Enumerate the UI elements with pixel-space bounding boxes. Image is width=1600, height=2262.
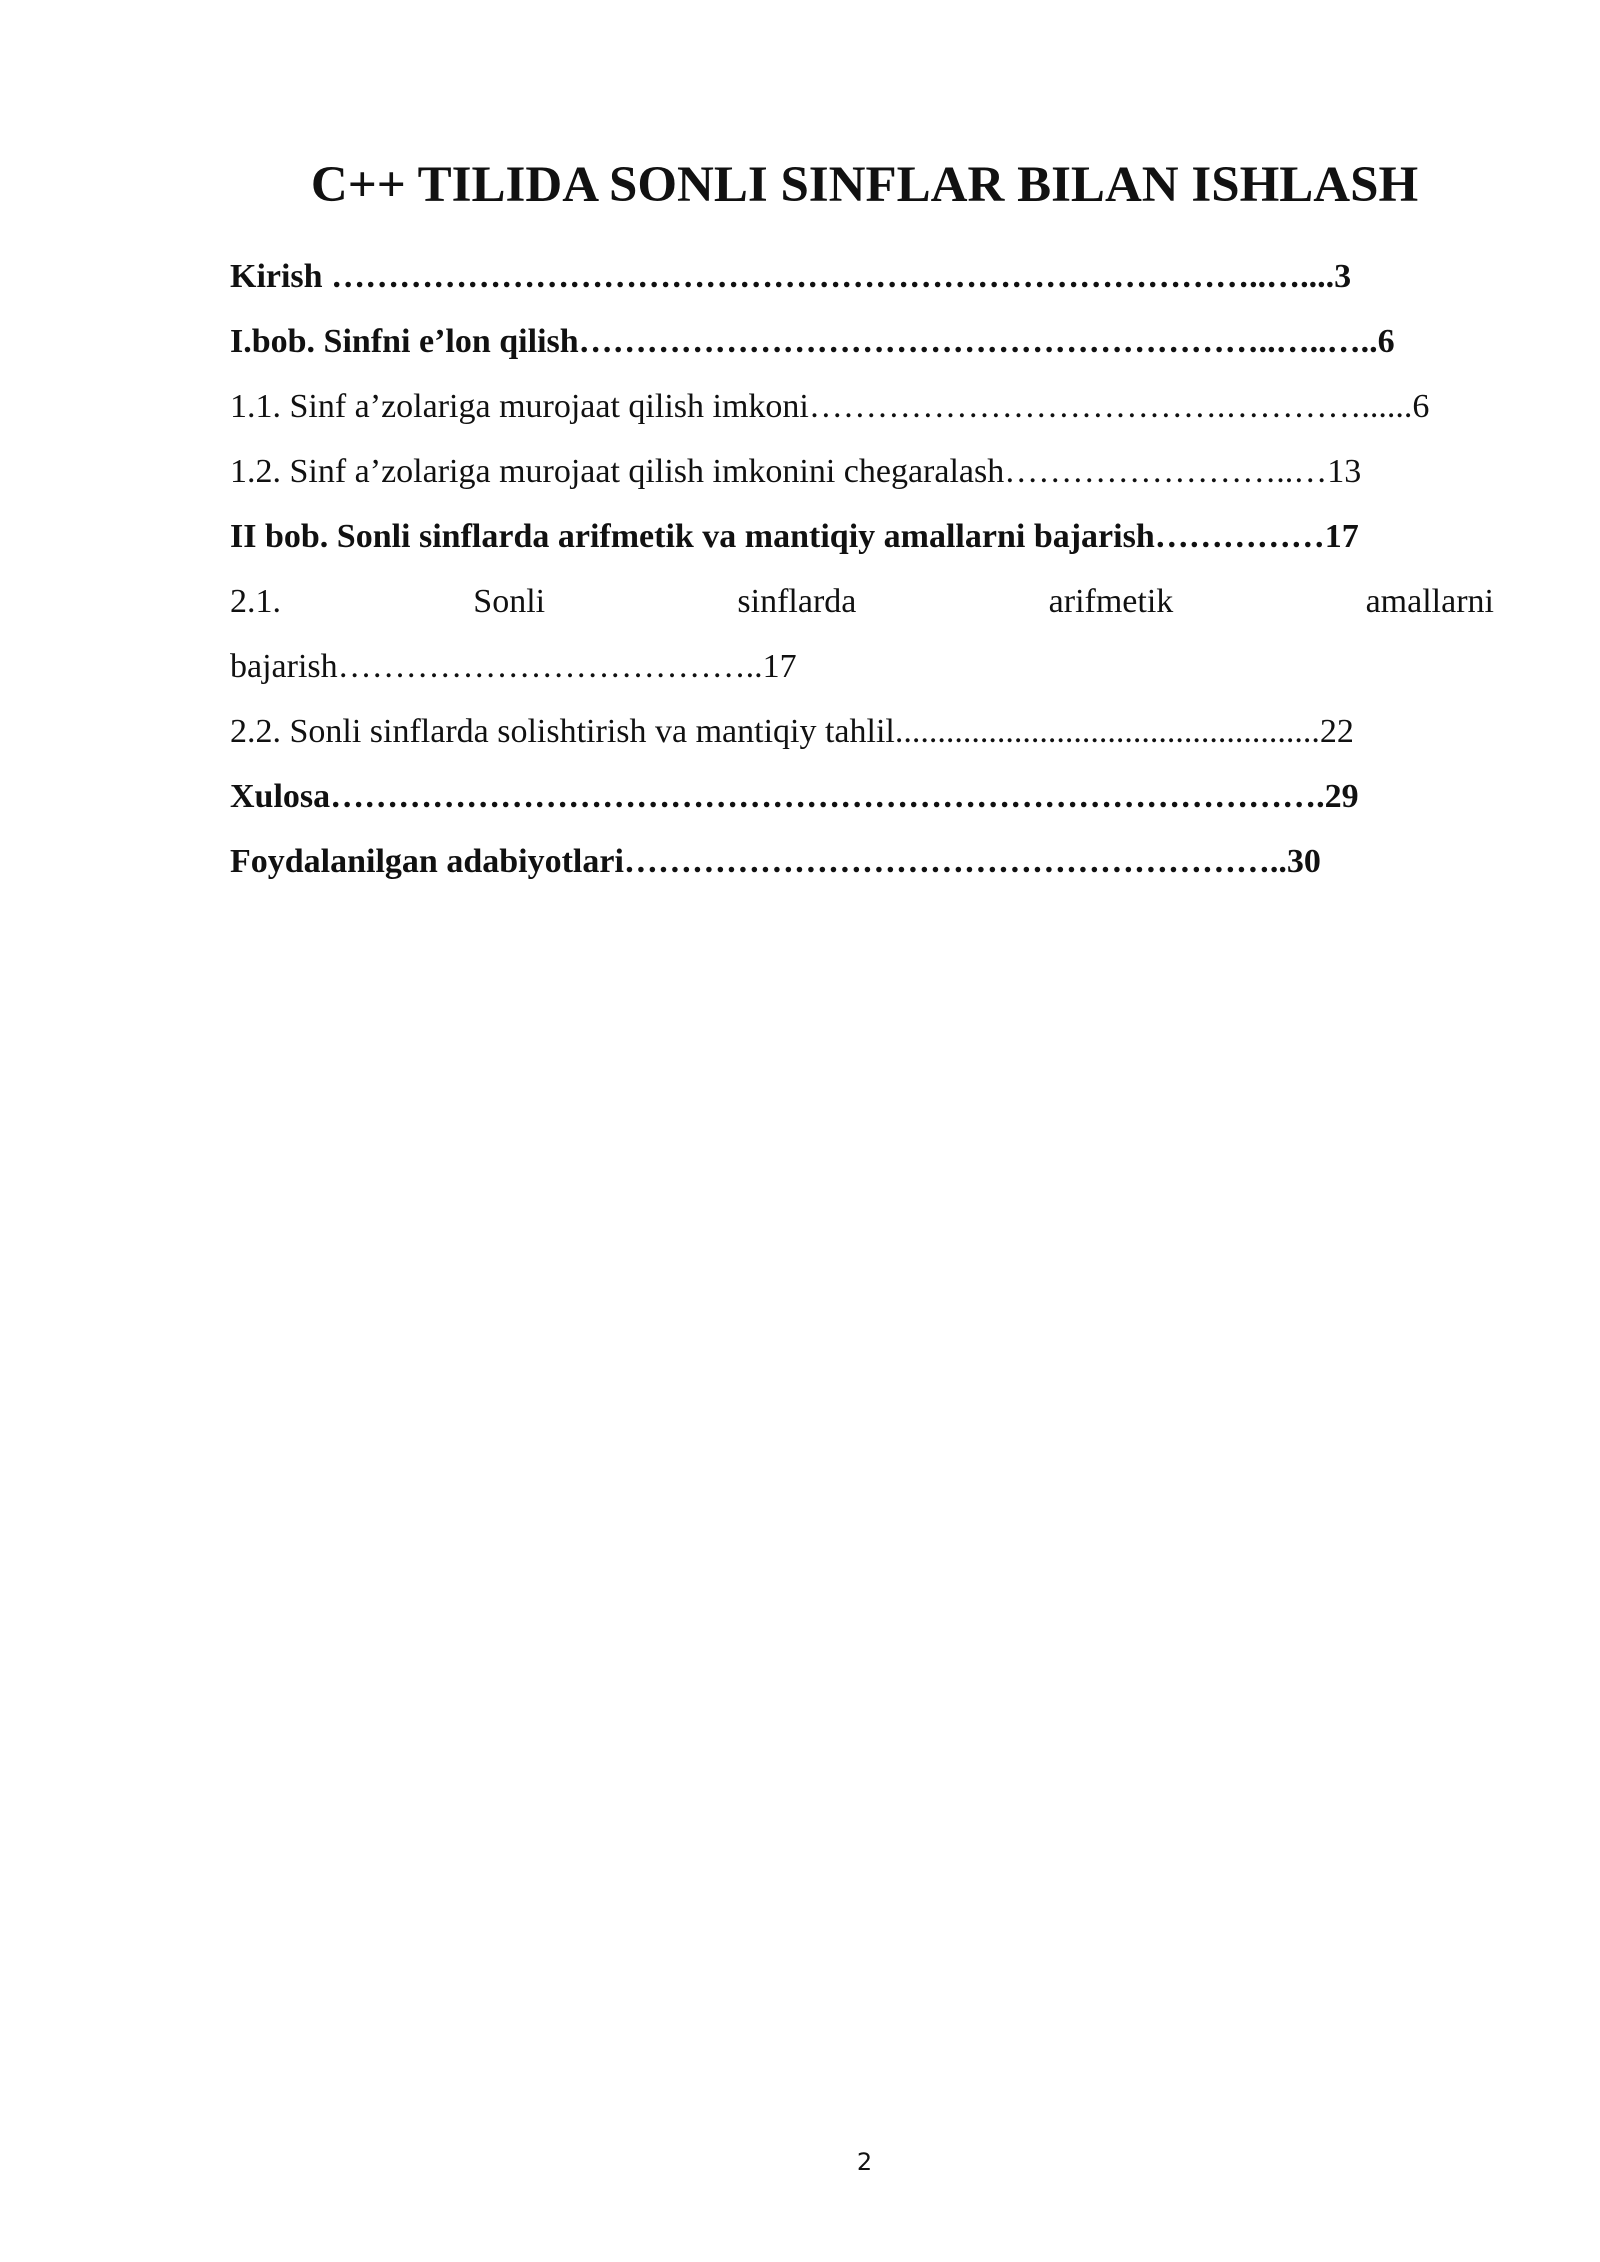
toc-word: sinflarda	[737, 583, 857, 620]
toc-word: 2.1.	[230, 583, 281, 620]
page-title: C++ TILIDA SONLI SINFLAR BILAN ISHLASH	[310, 157, 1419, 213]
table-of-contents	[230, 244, 1494, 894]
toc-word: arifmetik	[1048, 583, 1174, 620]
toc-entry-chapter-2: II bob. Sonli sinflarda arifmetik va mantiqiy amallarni bajarish……………17	[230, 518, 1359, 555]
toc-entry-xulosa: Xulosa…………………………………………………………………………….29	[230, 778, 1359, 815]
toc-entry-section-1-2: 1.2. Sinf a’zolariga murojaat qilish imkonini chegaralash……………………..…13	[230, 453, 1362, 490]
toc-entry-kirish: Kirish ………………………………………………………………………..…....3	[230, 258, 1352, 295]
toc-entry-section-2-1-continued: bajarish………………………………..17	[230, 648, 797, 685]
toc-entry-section-2-2: 2.2. Sonli sinflarda solishtirish va mantiqiy tahlil..................................................22	[230, 713, 1354, 750]
toc-word: Sonli	[473, 583, 546, 620]
toc-entry-adabiyotlar: Foydalanilgan adabiyotlari…………………………………………………..30	[230, 843, 1321, 880]
page-number: 2	[856, 2148, 873, 2176]
toc-word: amallarni	[1365, 583, 1494, 620]
toc-entry-section-1-1: 1.1. Sinf a’zolariga murojaat qilish imkoni……………………………….…………......6	[230, 388, 1430, 425]
toc-entry-section-2-1	[230, 569, 1494, 634]
toc-entry-chapter-1: I.bob. Sinfni e’lon qilish……………………………………………………..…..…..6	[230, 323, 1395, 360]
